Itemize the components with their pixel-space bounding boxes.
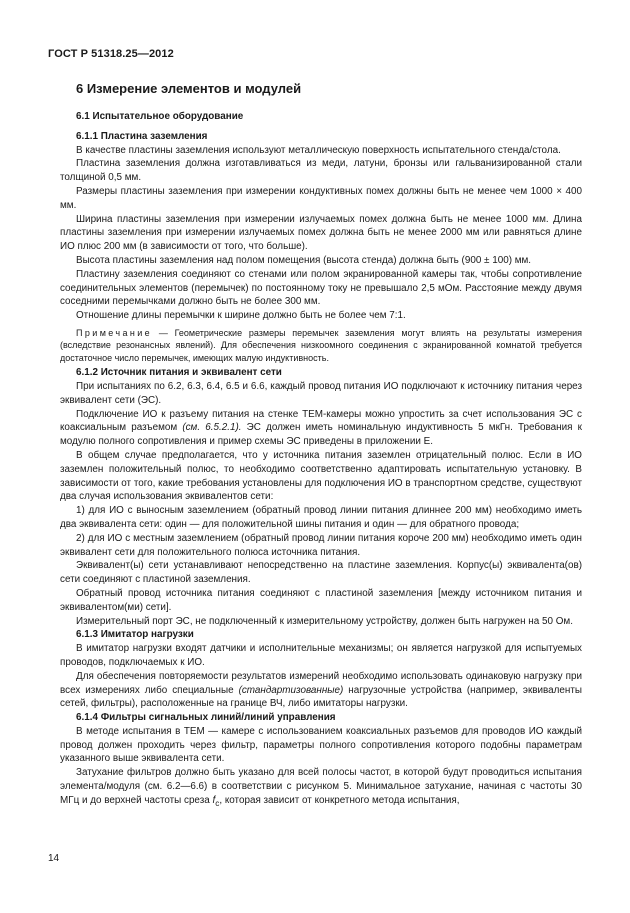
symbol: f: [212, 794, 216, 806]
clause-heading-6-1-4: 6.1.4 Фильтры сигнальных линий/линий управления: [76, 712, 336, 724]
note: [60, 327, 582, 364]
text-run: ЭС должен иметь номинальную индуктивность 5 мкГн. Требования к модулю полного сопротивления и пример схемы ЭС приведены в приложении Е.: [60, 422, 582, 448]
clause-heading-6-1-1: 6.1.1 Пластина заземления: [76, 130, 208, 142]
paragraph: При испытаниях по 6.2, 6.3, 6.4, 6.5 и 6.6, каждый провод питания ИО подключают к источнику питания через эквивалент сети (ЭС).: [60, 380, 582, 406]
text-run: Для обеспечения повторяемости результатов измерений необходимо использовать одинаковую нагрузку при всех измерениях либо специальные: [60, 670, 582, 696]
list-item: 2) для ИО с местным заземлением (обратный провод линии питания короче 200 мм) необходимо иметь один эквивалент сети для положительного полюса источника питания.: [60, 532, 582, 558]
paragraph: Измерительный порт ЭС, не подключенный к измерительному устройству, должен быть нагружен на 50 Ом.: [76, 615, 573, 627]
clause-heading-6-1-2: 6.1.2 Источник питания и эквивалент сети: [76, 367, 282, 379]
paragraph: [60, 408, 582, 449]
text-run: , которая зависит от конкретного метода испытания,: [219, 794, 460, 806]
text-run: Затухание фильтров должно быть указано для всей полосы частот, в которой будут проводиться испытания элемента/модуля (см. 6.2—6.6) в соответствии с рисунком 5. Минимальное затухание, начиная с частоты 30 МГц и до верхней частоты среза: [60, 767, 582, 806]
paragraph: В методе испытания в ТЕМ — камере с использованием коаксиальных разъемов для проводов ИО каждый провод должен проходить через фильтр, параметры полного сопротивления которого подобны параметрам указанного выше эквивалента сети.: [60, 725, 582, 765]
list-item: 1) для ИО с выносным заземлением (обратный провод линии питания длиннее 200 мм) необходимо иметь два эквивалента сети: один — для положительной шины питания и один — для обратного провода;: [60, 505, 582, 530]
text-run: Подключение ИО к разъему питания на стенке ТЕМ-камеры можно упростить за счет использования ЭС с коаксиальным разъемом: [60, 408, 582, 434]
subsection-heading-6-1: 6.1 Испытательное оборудование: [76, 111, 244, 122]
symbol-subscript: c: [215, 798, 220, 808]
paragraph: В имитатор нагрузки входят датчики и исполнительные механизмы; он является нагрузкой для испытуемых проводов, подключаемых к ИО.: [60, 643, 582, 668]
paragraph: Ширина пластины заземления при измерении излучаемых помех должна быть не менее 1000 мм. Длина пластины заземления при измерении излучаемых помех должна быть не менее 2000 мм или равняться длине ИО плюс 200 мм (в зависимости от того, что больше).: [60, 213, 582, 253]
paragraph: Отношение длины перемычки к ширине должно быть не более чем 7:1.: [76, 310, 406, 322]
paragraph: Пластина заземления должна изготавливаться из меди, латуни, бронзы или гальванизированной стали толщиной 0,5 мм.: [60, 158, 582, 184]
section-heading: 6 Измерение элементов и модулей: [76, 81, 302, 96]
paragraph: [60, 766, 582, 810]
text-run: нагрузочные устройства (например, эквиваленты сетей, фильтры), расположенные на границе ВЧ, либо имитаторы нагрузки.: [60, 684, 583, 710]
paragraph: Высота пластины заземления над полом помещения (высота стенда) должна быть (900 ± 100) мм.: [76, 254, 532, 266]
note-text: — Геометрические размеры перемычек заземления могут влиять на результаты измерения (вследствие резонансных явлений). Для обеспечения низкоомного соединения с экранированной комнатой требуется достаточное число перемычек, имеющих малую индуктивность.: [60, 327, 582, 363]
paragraph: Размеры пластины заземления при измерении кондуктивных помех должны быть не менее чем 1000 × 400 мм.: [60, 185, 582, 211]
note-label: Примечание: [76, 327, 153, 338]
paragraph: Эквивалент(ы) сети устанавливают непосредственно на пластине заземления. Корпус(ы) эквивалента(ов) сети соединяют с пластиной заземления.: [60, 560, 582, 586]
paragraph: Обратный провод источника питания соединяют с пластиной заземления [между источником питания и эквивалентом(ми) сети].: [60, 587, 582, 613]
paragraph: В качестве пластины заземления используют металлическую поверхность испытательного стенда/стола.: [76, 144, 561, 156]
emphasis: (стандартизованные): [238, 684, 344, 696]
standard-designation: ГОСТ Р 51318.25—2012: [48, 48, 174, 60]
paragraph: [60, 670, 582, 711]
cross-reference: (см. 6.5.2.1).: [182, 422, 242, 434]
paragraph: В общем случае предполагается, что у источника питания заземлен отрицательный полюс. Если в ИО заземлен положительный полюс, то необходимо соответственно адаптировать испытательную установку. В зависимости от того, какие требования установлены для подключения ИО в транспортном средстве, существуют два случая использования эквивалентов сети:: [60, 449, 582, 503]
clause-heading-6-1-3: 6.1.3 Имитатор нагрузки: [76, 629, 194, 641]
document-body: [60, 80, 582, 811]
page-number: 14: [48, 853, 60, 864]
paragraph: Пластину заземления соединяют со стенами или полом экранированной камеры так, чтобы сопротивление соединительных элементов (перемычек) по постоянному току не превышало 2,5 мОм. Расстояние между двумя соседними перемычками должно быть не более 300 мм.: [60, 268, 582, 308]
